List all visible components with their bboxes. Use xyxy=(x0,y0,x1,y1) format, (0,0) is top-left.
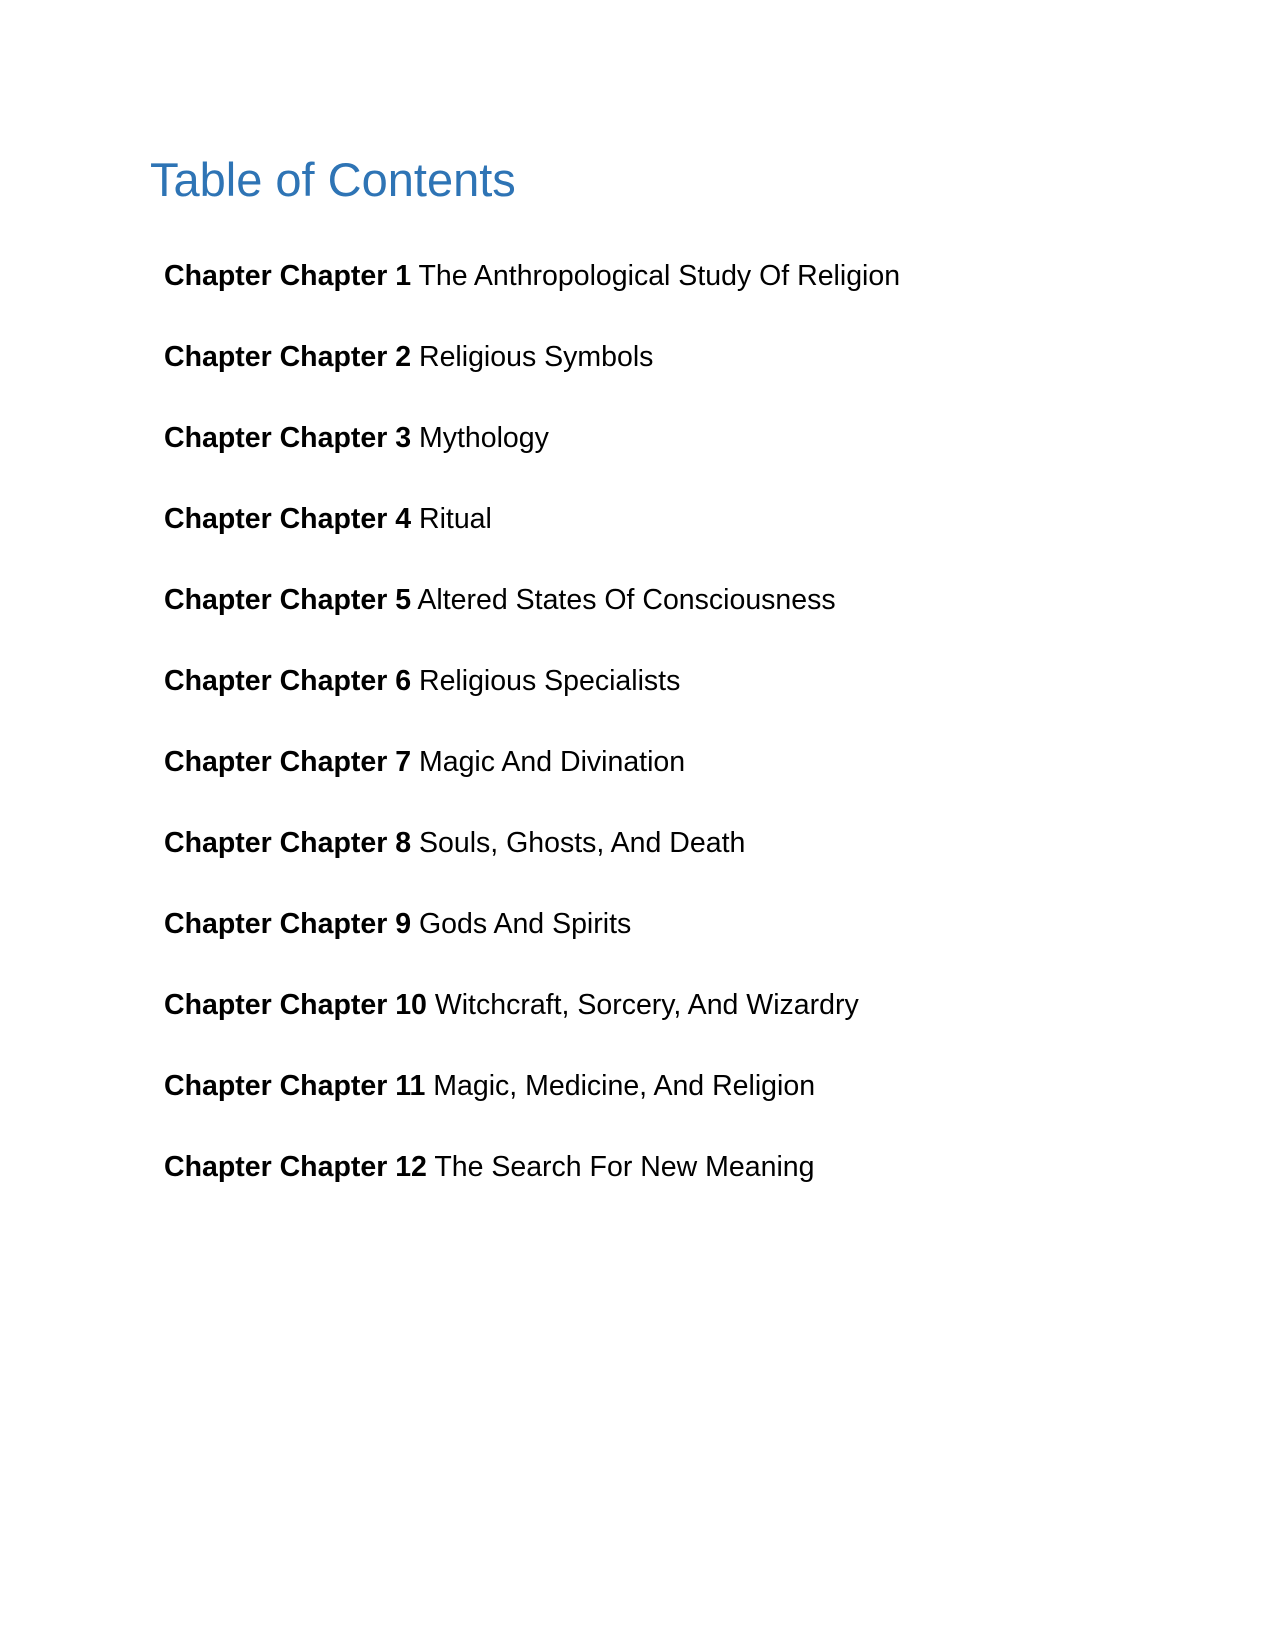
toc-entry-label: Chapter Chapter 5 xyxy=(164,584,412,616)
toc-entry-11[interactable] xyxy=(164,1066,900,1147)
toc-entry-1[interactable] xyxy=(164,256,900,337)
toc-entry-3[interactable] xyxy=(164,418,900,499)
toc-entry-label: Chapter Chapter 12 xyxy=(164,1151,427,1183)
toc-entry-title: Gods And Spirits xyxy=(418,908,632,940)
toc-entry-label: Chapter Chapter 2 xyxy=(164,341,412,373)
toc-entry-title: Altered States Of Consciousness xyxy=(417,584,836,616)
toc-entry-title: Mythology xyxy=(418,422,549,454)
toc-entry-4[interactable] xyxy=(164,499,900,580)
toc-heading: Table of Contents xyxy=(150,153,516,206)
toc-entry-title: Souls, Ghosts, And Death xyxy=(418,827,746,859)
toc-entry-label: Chapter Chapter 4 xyxy=(164,503,412,535)
toc-entry-label: Chapter Chapter 8 xyxy=(164,827,412,859)
toc-entry-label: Chapter Chapter 1 xyxy=(164,260,412,292)
toc-entry-title: Ritual xyxy=(418,503,492,535)
toc-entry-2[interactable] xyxy=(164,337,900,418)
toc-entry-label: Chapter Chapter 3 xyxy=(164,422,412,454)
toc-entry-title: Witchcraft, Sorcery, And Wizardry xyxy=(434,989,859,1021)
toc-entry-title: The Search For New Meaning xyxy=(434,1151,815,1183)
toc-entry-label: Chapter Chapter 7 xyxy=(164,746,412,778)
toc-entry-9[interactable] xyxy=(164,904,900,985)
toc-entry-label: Chapter Chapter 11 xyxy=(164,1070,426,1102)
toc-entry-10[interactable] xyxy=(164,985,900,1066)
toc-list xyxy=(164,256,900,1228)
toc-entry-label: Chapter Chapter 6 xyxy=(164,665,412,697)
toc-entry-7[interactable] xyxy=(164,742,900,823)
toc-entry-12[interactable] xyxy=(164,1147,900,1228)
toc-entry-title: Religious Symbols xyxy=(418,341,654,373)
toc-entry-8[interactable] xyxy=(164,823,900,904)
toc-entry-6[interactable] xyxy=(164,661,900,742)
toc-entry-5[interactable] xyxy=(164,580,900,661)
toc-entry-title: Magic, Medicine, And Religion xyxy=(433,1070,816,1102)
toc-entry-title: The Anthropological Study Of Religion xyxy=(418,260,901,292)
toc-entry-title: Magic And Divination xyxy=(418,746,686,778)
toc-entry-label: Chapter Chapter 10 xyxy=(164,989,427,1021)
toc-entry-label: Chapter Chapter 9 xyxy=(164,908,412,940)
toc-entry-title: Religious Specialists xyxy=(418,665,681,697)
